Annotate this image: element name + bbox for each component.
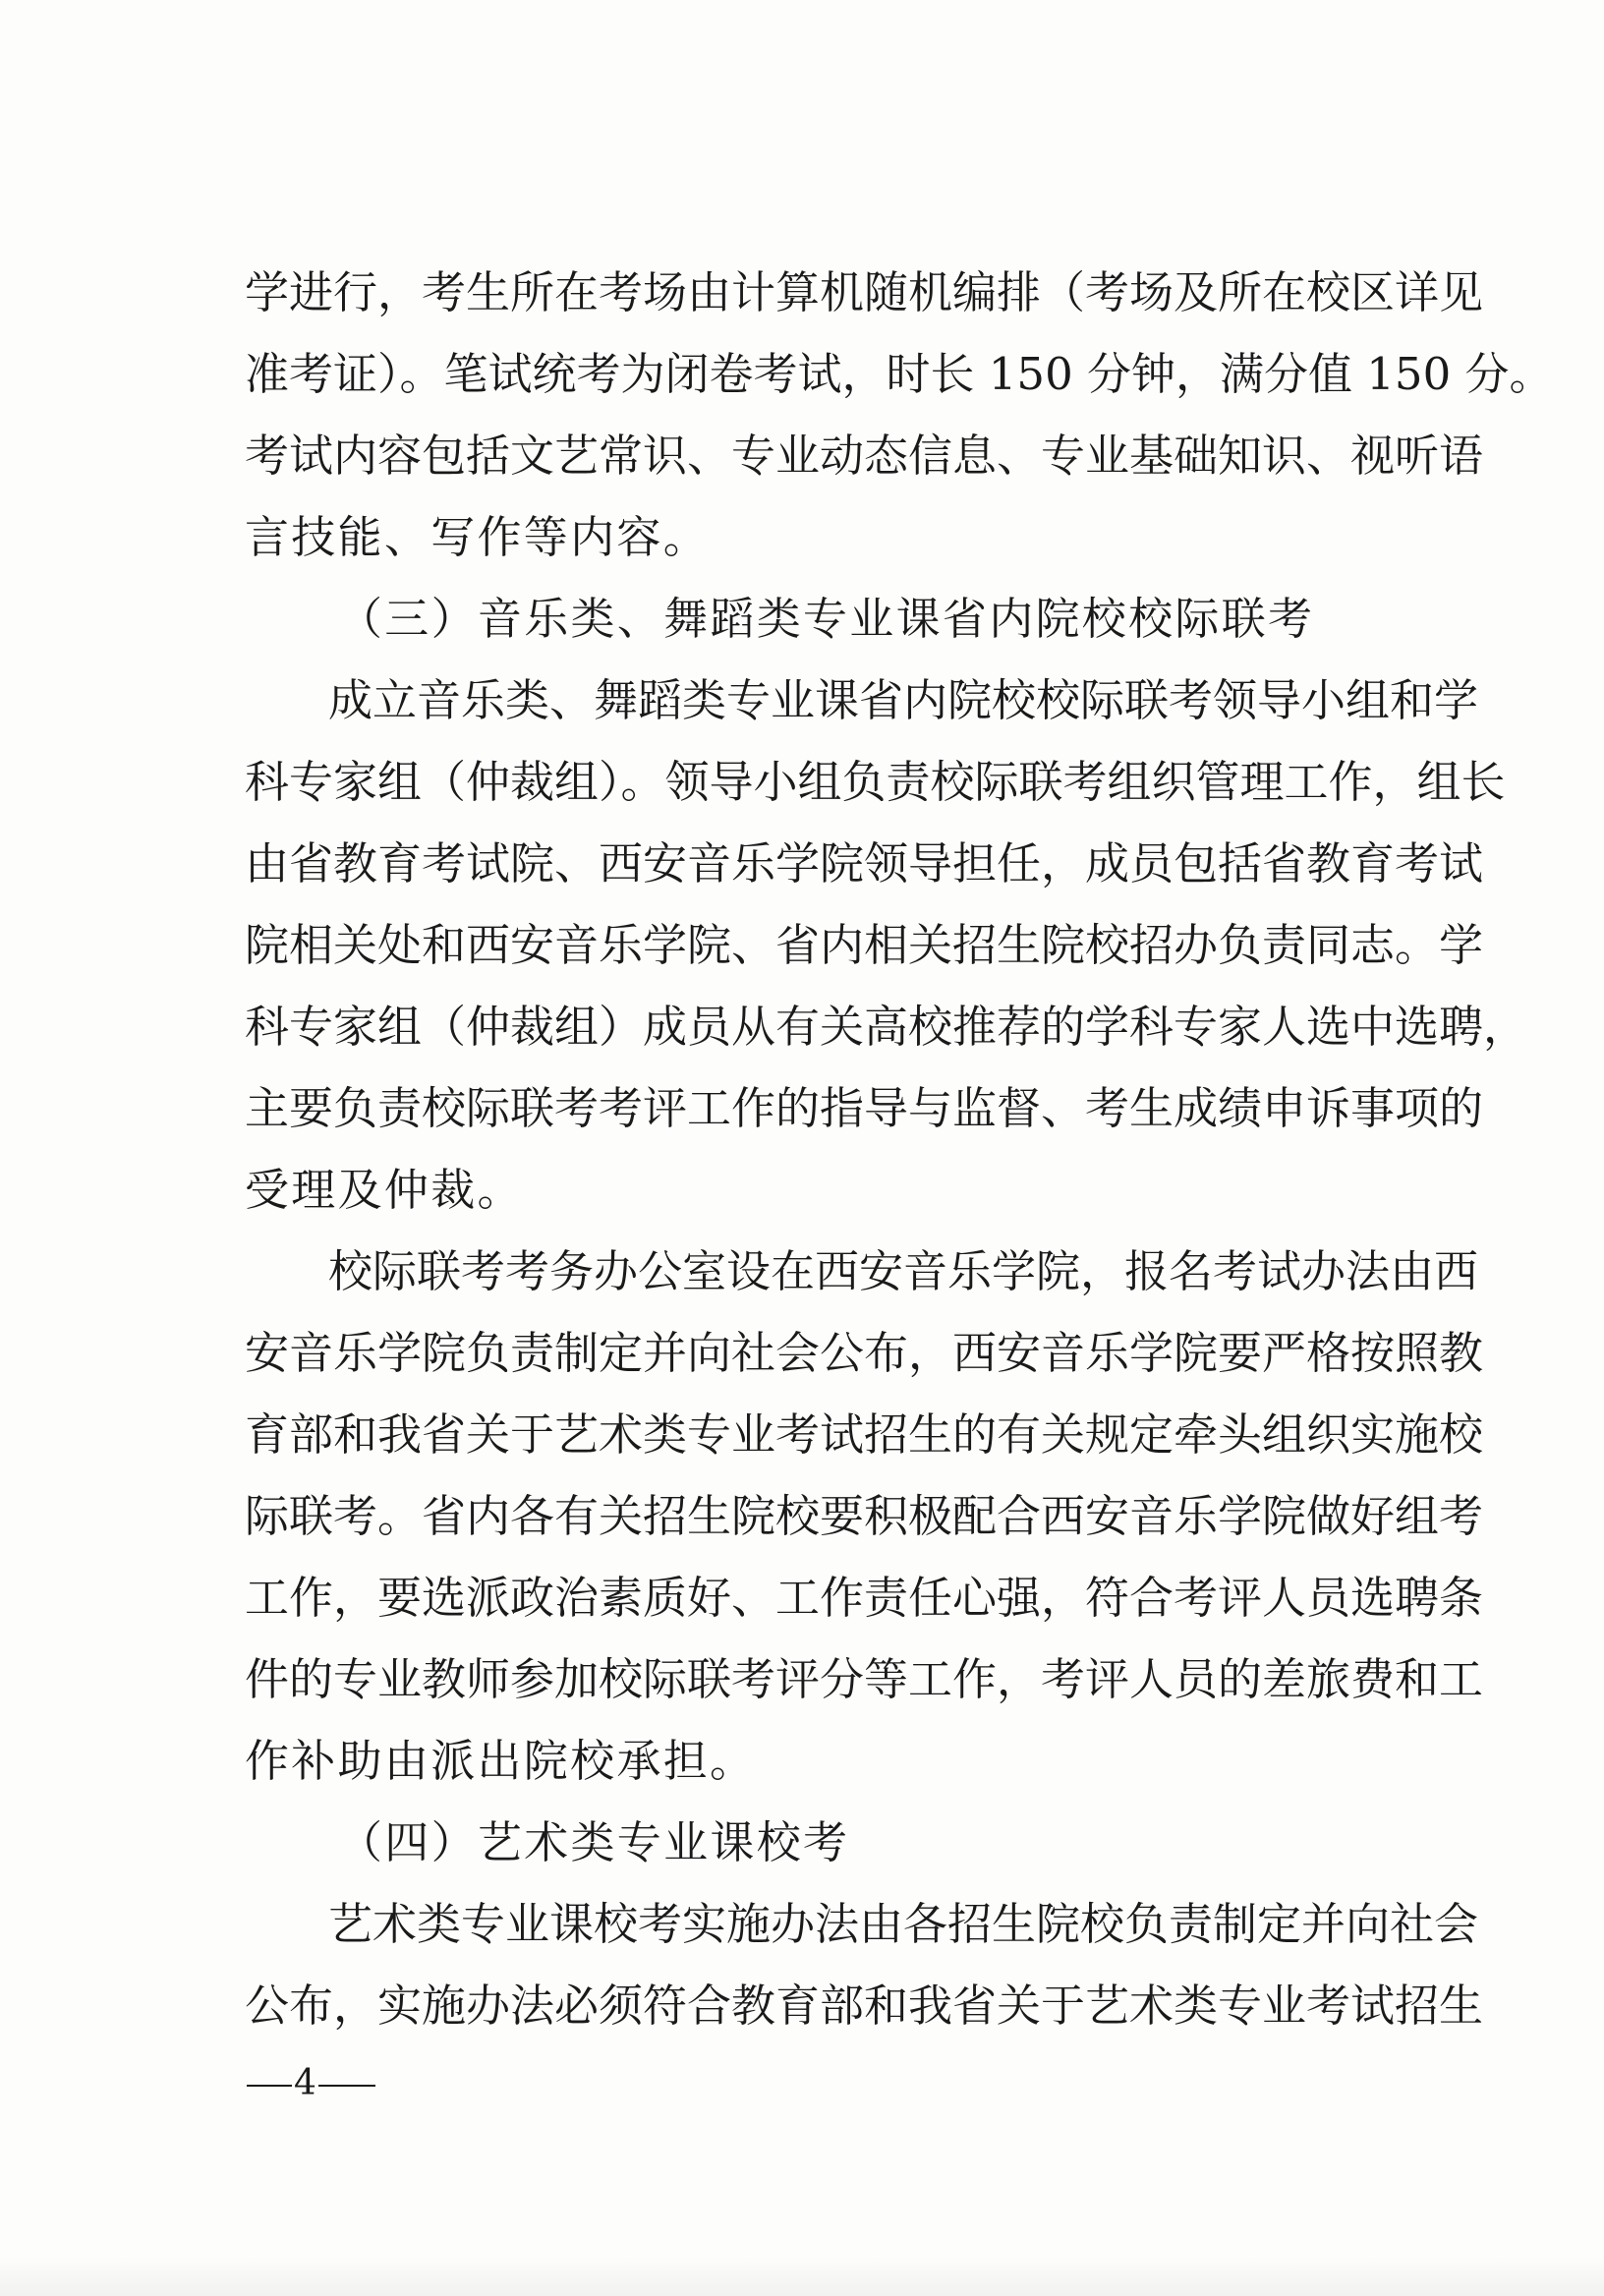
- section-heading: （四）艺术类专业课校考: [338, 1816, 850, 1868]
- body-text-line: 艺术类专业课校考实施办法由各招生院校负责制定并向社会: [328, 1898, 1479, 1950]
- page-number: [245, 2062, 377, 2105]
- section-heading: （三）音乐类、舞蹈类专业课省内院校校际联考: [338, 593, 1315, 645]
- body-text-line: 公布，实施办法必须符合教育部和我省关于艺术类专业考试招生: [245, 1980, 1484, 2032]
- body-text-line: 受理及仲裁。: [245, 1164, 524, 1216]
- body-text-line: 安音乐学院负责制定并向社会公布，西安音乐学院要严格按照教: [245, 1327, 1484, 1379]
- page-number-dash-right: [318, 2085, 375, 2087]
- body-text-line: 考试内容包括文艺常识、专业动态信息、专业基础知识、视听语: [245, 430, 1484, 482]
- page-number-dash-left: [247, 2085, 292, 2087]
- body-text-line: 际联考。省内各有关招生院校要积极配合西安音乐学院做好组考: [245, 1490, 1484, 1542]
- body-text-line: 由省教育考试院、西安音乐学院领导担任，成员包括省教育考试: [245, 837, 1484, 890]
- body-text-line: 主要负责校际联考考评工作的指导与监督、考生成绩申诉事项的: [245, 1082, 1484, 1134]
- body-text-line: 件的专业教师参加校际联考评分等工作，考评人员的差旅费和工: [245, 1653, 1484, 1705]
- body-text-line: 学进行，考生所在考场由计算机随机编排（考场及所在校区详见: [245, 266, 1484, 318]
- body-text-line: 院相关处和西安音乐学院、省内相关招生院校招办负责同志。学: [245, 919, 1484, 971]
- body-text-line: 言技能、写作等内容。: [245, 511, 711, 563]
- body-text-line: 准考证）。笔试统考为闭卷考试，时长 150 分钟，满分值 150 分。: [245, 348, 1554, 400]
- scan-edge-shadow: [0, 2257, 1604, 2296]
- body-text-line: 育部和我省关于艺术类专业考试招生的有关规定牵头组织实施校: [245, 1408, 1484, 1461]
- body-text-line: 校际联考考务办公室设在西安音乐学院，报名考试办法由西: [328, 1245, 1479, 1297]
- body-text-line: 成立音乐类、舞蹈类专业课省内院校校际联考领导小组和学: [328, 674, 1479, 726]
- body-text-line: 工作，要选派政治素质好、工作责任心强，符合考评人员选聘条: [245, 1572, 1484, 1624]
- body-text-line: 科专家组（仲裁组）成员从有关高校推荐的学科专家人选中选聘，: [245, 1001, 1528, 1053]
- page-number-value: 4: [294, 2063, 316, 2103]
- body-text-line: 科专家组（仲裁组）。领导小组负责校际联考组织管理工作，组长: [245, 756, 1506, 808]
- body-text-line: 作补助由派出院校承担。: [245, 1735, 757, 1787]
